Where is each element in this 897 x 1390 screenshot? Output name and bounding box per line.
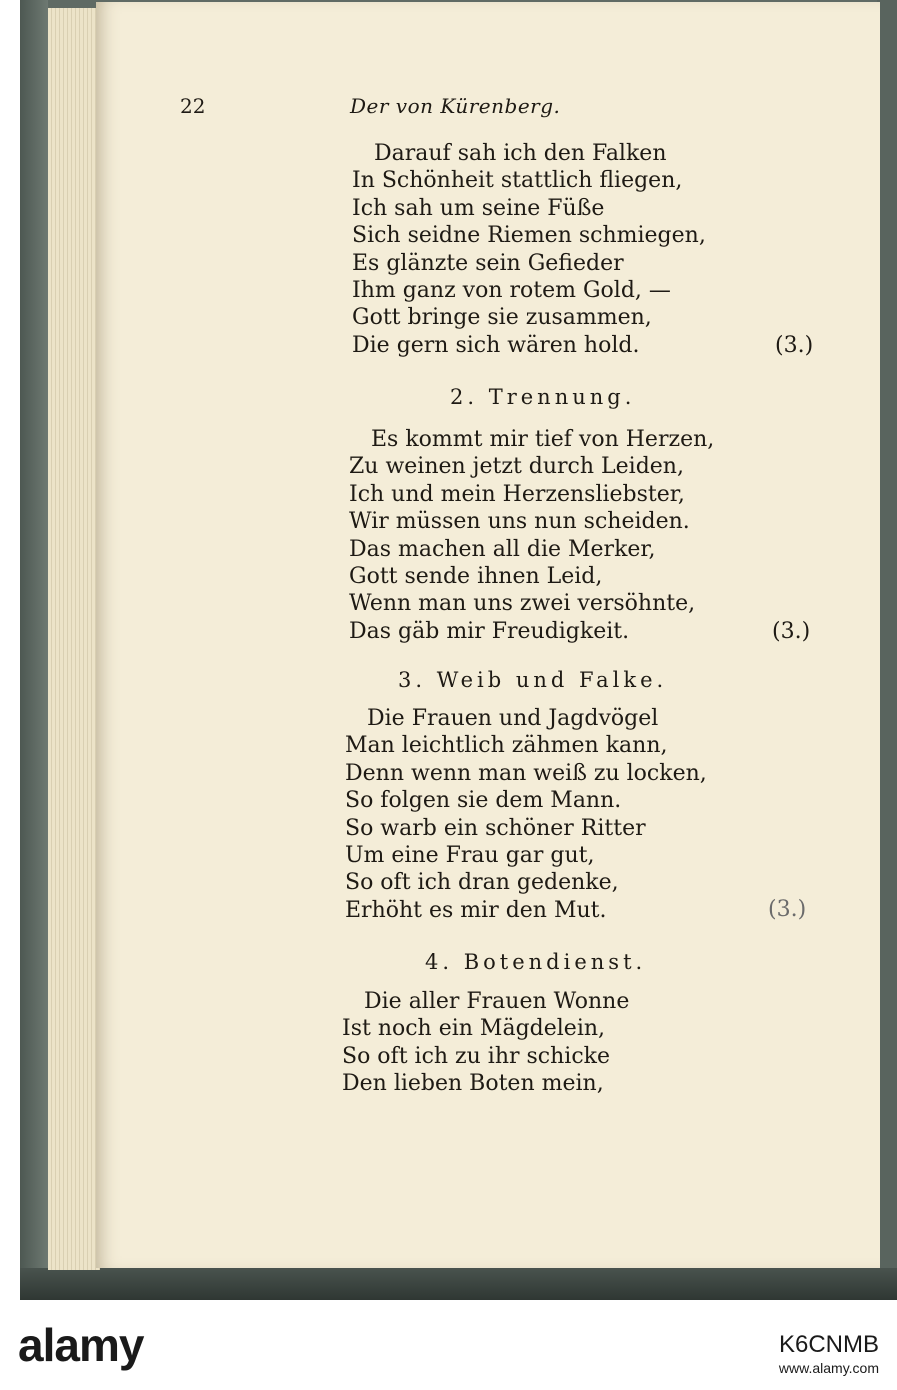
verse-line: Wir müssen uns nun scheiden.	[349, 509, 690, 535]
stock-url: www.alamy.com	[778, 1360, 879, 1376]
verse-line: Sich seidne Riemen schmiegen,	[352, 223, 706, 249]
verse-line: Den lieben Boten mein,	[342, 1071, 604, 1097]
poem-heading: 2. Trennung.	[450, 385, 636, 409]
verse-line: In Schönheit stattlich fliegen,	[352, 168, 683, 194]
verse-line: So warb ein schöner Ritter	[345, 815, 646, 841]
stock-image-id: K6CNMB	[778, 1331, 879, 1358]
verse-line: Zu weinen jetzt durch Leiden,	[349, 454, 684, 480]
poem-2-stanza	[349, 426, 714, 645]
poem-heading: 3. Weib und Falke.	[398, 668, 668, 692]
verse-line: Man leichtlich zähmen kann,	[345, 733, 668, 759]
verse-line: Darauf sah ich den Falken	[374, 141, 667, 166]
alamy-logo: alamy	[18, 1319, 144, 1371]
poem-heading: 4. Botendienst.	[425, 950, 647, 974]
verse-line: Ihm ganz von rotem Gold, —	[352, 278, 671, 304]
verse-line: Es kommt mir tief von Herzen,	[371, 427, 715, 452]
book-cover-right-edge	[877, 0, 897, 1300]
running-title: Der von Kürenberg.	[350, 94, 561, 118]
verse-line: Gott bringe sie zusammen,	[352, 305, 652, 331]
verse-line: Das machen all die Merker,	[349, 536, 656, 562]
book-cover-bottom-edge	[20, 1268, 897, 1300]
running-head	[170, 90, 730, 130]
verse-line: Denn wenn man weiß zu locken,	[345, 760, 707, 786]
stanza-count-mark: (3.)	[768, 897, 807, 922]
page-number: 22	[180, 94, 206, 118]
verse-line: Es glänzte sein Gefieder	[352, 250, 624, 276]
verse-line: So oft ich zu ihr schicke	[342, 1043, 611, 1069]
verse-line: Wenn man uns zwei versöhnte,	[349, 591, 696, 617]
verse-line: Ist noch ein Mägdelein,	[342, 1016, 606, 1042]
verse-line: So oft ich dran gedenke,	[345, 870, 619, 896]
verse-line: Erhöht es mir den Mut.	[345, 897, 607, 923]
poem-4-stanza	[342, 988, 629, 1098]
page-stack	[48, 8, 100, 1270]
verse-line: Um eine Frau gar gut,	[345, 843, 595, 869]
stanza-1	[352, 140, 706, 359]
verse-line: Gott sende ihnen Leid,	[349, 564, 603, 590]
verse-line: Die aller Frauen Wonne	[364, 989, 630, 1014]
verse-line: Die Frauen und Jagdvögel	[367, 706, 659, 731]
stanza-count-mark: (3.)	[775, 333, 814, 358]
stanza-count-mark: (3.)	[772, 619, 811, 644]
verse-line: Das gäb mir Freudigkeit.	[349, 618, 630, 644]
poem-3-stanza	[345, 705, 707, 924]
verse-line: Die gern sich wären hold.	[352, 332, 640, 358]
verse-line: So folgen sie dem Mann.	[345, 788, 622, 814]
verse-line: Ich und mein Herzensliebster,	[349, 481, 685, 507]
book-spine-edge	[20, 0, 48, 1300]
verse-line: Ich sah um seine Füße	[352, 195, 605, 221]
